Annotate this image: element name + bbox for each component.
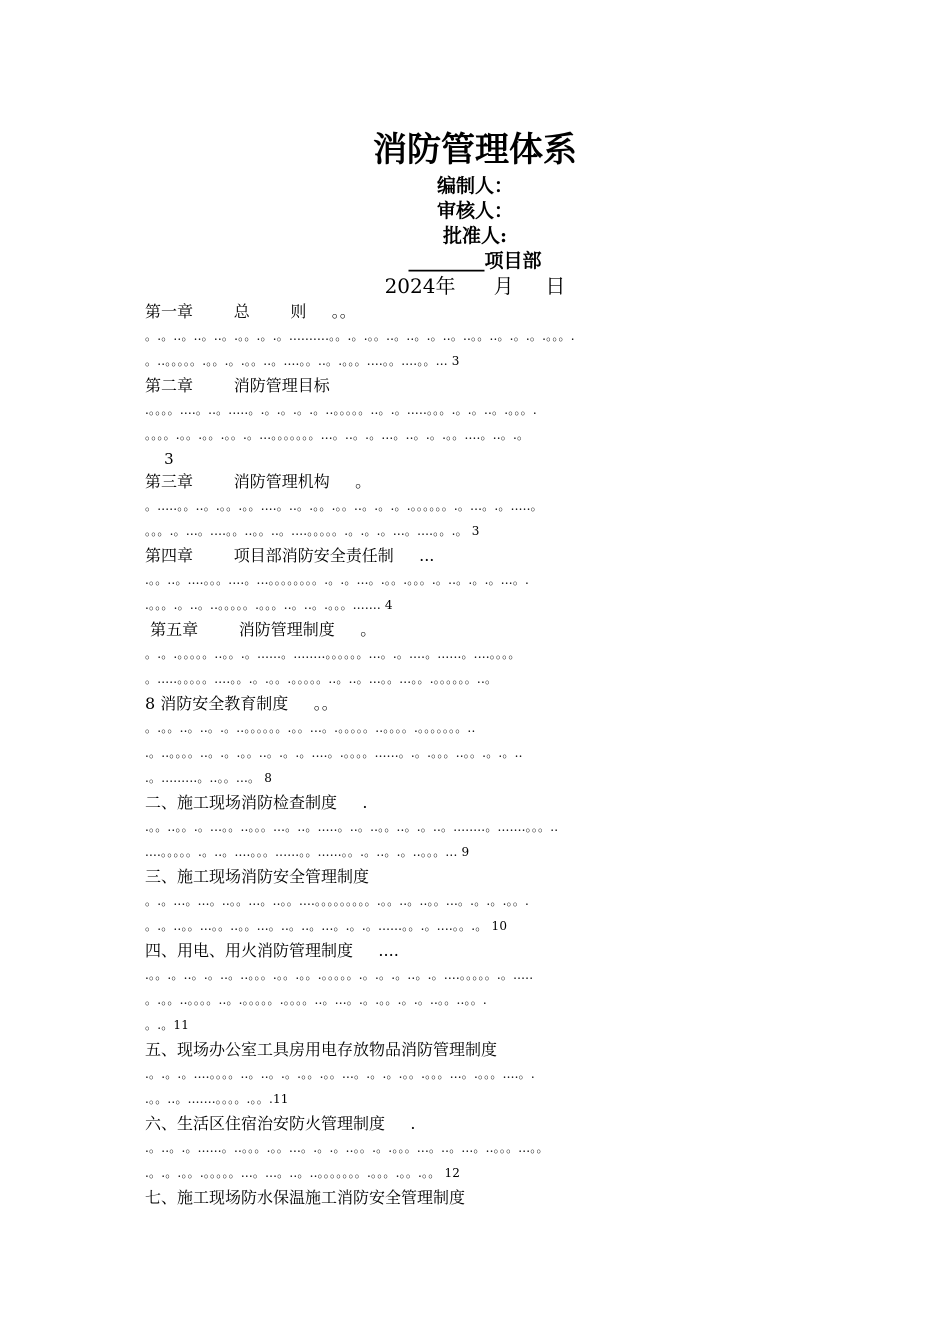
toc-heading: 五、现场办公室工具房用电存放物品消防管理制度 <box>145 1040 498 1059</box>
toc-entry <box>145 374 797 470</box>
reviewer-label: 审核人： <box>436 200 513 222</box>
toc-entry <box>145 1038 797 1112</box>
toc-heading: 第四章 项目部消防安全责任制 ... <box>145 546 435 565</box>
document-date: 2024年 月 日 <box>384 274 566 298</box>
compiler-label: 编制人： <box>436 175 513 197</box>
approver-label: 批准人: <box>442 225 507 247</box>
toc-leader-line: 。.。。..。。。。..。.。。。。。.。。。。..。...。.。.。。.。.。..。。..。。. <box>145 993 487 1007</box>
toc-entry <box>145 1186 797 1210</box>
toc-leader-line: .。。..。....。。。....。...。。。。。。。。.。.。...。.。。.。。。.。..。.。.。...。. <box>145 573 530 587</box>
toc-heading: 二、施工现场消防检查制度 . <box>145 793 368 812</box>
toc-heading: 8 消防安全教育制度 。。 <box>145 694 338 713</box>
toc-entry <box>145 300 797 374</box>
toc-heading: 六、生活区住宿治安防火管理制度 . <box>145 1114 416 1133</box>
toc-leader-line: ....。。。。。.。..。....。。。......。。......。。.。..。.。..。。。... 9 <box>145 845 470 859</box>
toc-leader-line: 。.。..。..。..。.。。.。.。..........。。.。.。。..。..。.。..。..。。..。.。.。.。。。. <box>145 329 575 343</box>
toc-page-number: 3 <box>145 450 174 468</box>
toc-leader-line: 。.。..。。...。。..。。...。..。..。...。.。.。......。。.。....。。.。 10 <box>145 919 508 933</box>
toc-entry <box>145 939 797 1038</box>
department-label: ________项目部 <box>408 250 542 272</box>
toc-entry <box>145 1112 797 1186</box>
toc-heading: 三、施工现场消防安全管理制度 <box>145 867 370 886</box>
toc-leader-line: 。.....。。..。.。。.。。....。..。.。。.。。..。.。.。.。。。。。。.。...。.。.....。 <box>145 499 543 513</box>
toc-leader-line: .。。..。.......。。。。.。。.11 <box>145 1092 289 1106</box>
table-of-contents <box>145 300 797 1210</box>
toc-leader-line: 。。。.。...。....。。..。。..。....。。。。。.。.。.。...。....。。.。 3 <box>145 524 480 538</box>
toc-heading: 四、用电、用火消防管理制度 .... <box>145 941 399 960</box>
toc-leader-line: .。。。.。..。..。。。。。.。。。..。..。.。。。....... 4 <box>145 598 393 612</box>
toc-leader-line: 。.。。..。..。.。..。。。。。。.。。...。.。。。。。..。。。。.。。。。。。。.. <box>145 721 476 735</box>
toc-leader-line: .。..。.。......。..。。。.。。...。.。.。..。。.。.。。。...。..。...。..。。。...。。 <box>145 1141 549 1155</box>
toc-heading: 七、施工现场防水保温施工消防安全管理制度 <box>145 1188 466 1207</box>
toc-leader-line: 。.。11 <box>145 1018 190 1032</box>
toc-leader-line: 。.....。。。。。....。。.。.。。.。。。。。..。..。...。。...。。.。。。。。。..。 <box>145 672 498 686</box>
document-title: 消防管理体系 <box>373 130 577 170</box>
toc-leader-line: 。.。...。...。..。。...。..。。....。。。。。。。。。.。。..。..。。...。.。.。.。。. <box>145 894 530 908</box>
toc-entry <box>145 865 797 939</box>
toc-leader-line: .。..。。。。..。.。.。。..。.。.。....。.。。。。......。.。.。。。..。。.。.。.. <box>145 746 523 760</box>
toc-entry <box>145 544 797 618</box>
toc-heading: 第二章 消防管理目标 <box>145 376 330 395</box>
toc-leader-line: 。。。。.。。.。。.。。.。...。。。。。。。...。..。.。...。..。.。.。。....。..。.。 <box>145 428 530 442</box>
toc-leader-line: .。。..。。.。...。。..。。。...。..。.....。..。..。。..。.。..。........。.......。。。.. <box>145 820 559 834</box>
toc-leader-line: .。。。。....。..。.....。.。.。.。.。..。。。。。..。.。.....。。。.。.。..。.。。。. <box>145 403 537 417</box>
toc-heading: 第五章 消防管理制度 。 <box>145 620 377 639</box>
toc-entry <box>145 618 797 692</box>
toc-heading: 第一章 总 则 。。 <box>145 302 356 321</box>
toc-leader-line: .。.。.。。.。。。。。...。...。..。..。。。。。。。.。。。.。。.。。 12 <box>145 1166 461 1180</box>
toc-entry <box>145 470 797 544</box>
toc-leader-line: 。..。。。。。.。。.。.。。..。....。。..。.。。。....。。....。。... 3 <box>145 354 460 368</box>
toc-entry <box>145 692 797 791</box>
toc-leader-line: .。.。.。....。。。。..。..。.。.。。.。。...。.。.。.。。.。。。...。.。。。....。. <box>145 1067 535 1081</box>
toc-leader-line: .。。.。..。.。..。..。。。.。。.。。.。。。。。.。.。.。..。.。....。。。。。.。..... <box>145 968 534 982</box>
toc-heading: 第三章 消防管理机构 。 <box>145 472 372 491</box>
toc-leader-line: 。.。.。。。。。..。。.。......。........。。。。。。...。.。....。......。....。。。。 <box>145 647 521 661</box>
toc-leader-line: .。.........。..。。...。 8 <box>145 771 273 785</box>
toc-entry <box>145 791 797 865</box>
